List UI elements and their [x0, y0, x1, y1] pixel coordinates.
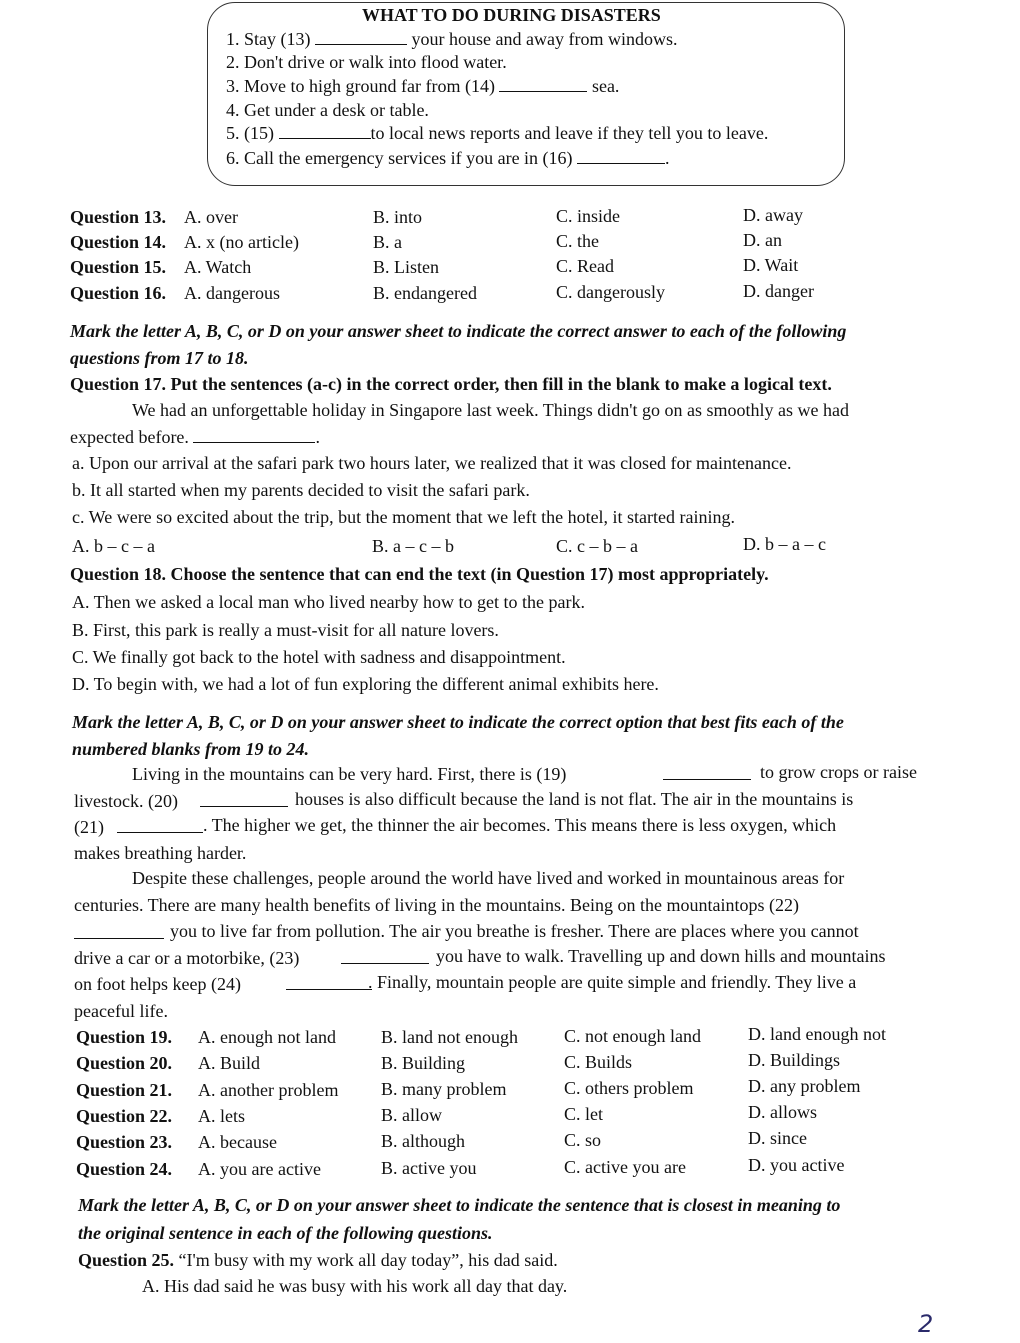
q22-option-c[interactable]: C. let	[564, 1104, 603, 1124]
q16-option-c[interactable]: C. dangerously	[556, 282, 665, 302]
box-item-3: 3. Move to high ground far from (14) sea.	[226, 76, 620, 96]
instruction-25-line2: the original sentence in each of the following questions.	[78, 1223, 493, 1243]
q17-option-a[interactable]: A. b – c – a	[72, 536, 155, 556]
q18-option-d[interactable]: D. To begin with, we had a lot of fun exploring the different animal exhibits here.	[72, 674, 659, 694]
q20-option-a[interactable]: A. Build	[198, 1053, 261, 1073]
q18-option-a[interactable]: A. Then we asked a local man who lived nearby how to get to the park.	[72, 592, 586, 612]
q17-title: Question 17. Put the sentences (a-c) in the correct order, then fill in the blank to make a logical text.	[70, 374, 832, 394]
blank-17	[193, 428, 315, 443]
q24-option-b[interactable]: B. active you	[381, 1158, 477, 1178]
q21-option-a[interactable]: A. another problem	[198, 1080, 339, 1100]
q22-option-a[interactable]: A. lets	[198, 1106, 245, 1126]
q17-intro-line1: We had an unforgettable holiday in Singapore last week. Things didn't go on as smoothly as we had	[132, 400, 849, 420]
q22-option-b[interactable]: B. allow	[381, 1105, 442, 1125]
q22-label: Question 22.	[76, 1106, 173, 1126]
q25-text: “I'm busy with my work all day today”, his dad said.	[174, 1250, 558, 1270]
q23-label: Question 23.	[76, 1132, 173, 1152]
q22-option-d[interactable]: D. allows	[748, 1102, 817, 1122]
box-item-5: 5. (15) to local news reports and leave if they tell you to leave.	[226, 123, 769, 143]
q23-option-a[interactable]: A. because	[198, 1132, 277, 1152]
q23-option-d[interactable]: D. since	[748, 1128, 807, 1148]
q15-label: Question 15.	[70, 257, 167, 277]
q23-option-c[interactable]: C. so	[564, 1130, 602, 1150]
q19-option-a[interactable]: A. enough not land	[198, 1027, 336, 1047]
blank-20	[200, 792, 288, 807]
blank-14	[499, 77, 587, 92]
q17-sentence-c: c. We were so excited about the trip, but the moment that we left the hotel, it started raining.	[72, 507, 736, 527]
passage-line9a: on foot helps keep (24)	[74, 974, 241, 994]
instruction-25-line1: Mark the letter A, B, C, or D on your answer sheet to indicate the sentence that is closest in meaning to	[78, 1195, 841, 1215]
blank-24	[286, 975, 372, 990]
q23-option-b[interactable]: B. although	[381, 1131, 465, 1151]
q18-title: Question 18. Choose the sentence that can end the text (in Question 17) most appropriately.	[70, 564, 769, 584]
q13-option-c[interactable]: C. inside	[556, 206, 621, 226]
instruction-19-24-line1: Mark the letter A, B, C, or D on your answer sheet to indicate the correct option that best fits each of the	[72, 712, 844, 732]
instruction-17-18-line1: Mark the letter A, B, C, or D on your answer sheet to indicate the correct answer to each of the following	[70, 321, 847, 341]
q19-option-c[interactable]: C. not enough land	[564, 1026, 701, 1046]
q20-option-d[interactable]: D. Buildings	[748, 1050, 841, 1070]
passage-line4: makes breathing harder.	[74, 843, 247, 863]
q24-option-a[interactable]: A. you are active	[198, 1159, 321, 1179]
q19-option-b[interactable]: B. land not enough	[381, 1027, 518, 1047]
q15-option-a[interactable]: A. Watch	[184, 257, 252, 277]
instruction-17-18-line2: questions from 17 to 18.	[70, 348, 249, 368]
q25-option-a[interactable]: A. His dad said he was busy with his work all day that day.	[142, 1276, 568, 1296]
q17-option-b[interactable]: B. a – c – b	[372, 536, 454, 556]
q20-label: Question 20.	[76, 1053, 173, 1073]
q17-sentence-b: b. It all started when my parents decided to visit the safari park.	[72, 480, 530, 500]
blank-15	[279, 124, 371, 139]
q17-option-d[interactable]: D. b – a – c	[743, 534, 826, 554]
q21-label: Question 21.	[76, 1080, 173, 1100]
passage-line3b: . The higher we get, the thinner the air becomes. This means there is less oxygen, which	[203, 815, 837, 835]
passage-line6: centuries. There are many health benefits of living in the mountains. Being on the mountaintops (22)	[74, 895, 799, 915]
passage-line8b: you have to walk. Travelling up and down hills and mountains	[436, 946, 886, 966]
passage-line1a: Living in the mountains can be very hard. First, there is (19)	[132, 764, 567, 784]
instruction-19-24-line2: numbered blanks from 19 to 24.	[72, 739, 310, 759]
q14-option-c[interactable]: C. the	[556, 231, 599, 251]
q13-option-d[interactable]: D. away	[743, 205, 803, 225]
q16-option-a[interactable]: A. dangerous	[184, 283, 280, 303]
q21-option-c[interactable]: C. others problem	[564, 1078, 694, 1098]
q16-option-d[interactable]: D. danger	[743, 281, 814, 301]
q16-label: Question 16.	[70, 283, 167, 303]
q15-option-d[interactable]: D. Wait	[743, 255, 799, 275]
q24-option-c[interactable]: C. active you are	[564, 1157, 686, 1177]
blank-19	[663, 765, 751, 780]
q19-label: Question 19.	[76, 1027, 173, 1047]
q13-label: Question 13.	[70, 207, 167, 227]
q14-option-d[interactable]: D. an	[743, 230, 782, 250]
page-number: 2	[918, 1310, 934, 1338]
q21-option-d[interactable]: D. any problem	[748, 1076, 861, 1096]
blank-21	[117, 818, 203, 833]
q20-option-c[interactable]: C. Builds	[564, 1052, 633, 1072]
passage-line8a: drive a car or a motorbike, (23)	[74, 948, 300, 968]
q25-label: Question 25.	[78, 1250, 175, 1270]
q16-option-b[interactable]: B. endangered	[373, 283, 477, 303]
box-item-6: 6. Call the emergency services if you are in (16) .	[226, 148, 670, 168]
q19-option-d[interactable]: D. land enough not	[748, 1024, 886, 1044]
passage-line1b: to grow crops or raise	[760, 762, 917, 782]
passage-line5: Despite these challenges, people around the world have lived and worked in mountainous areas for	[132, 868, 845, 888]
q17-intro-line2: expected before. .	[70, 427, 320, 447]
q21-option-b[interactable]: B. many problem	[381, 1079, 507, 1099]
q24-label: Question 24.	[76, 1159, 173, 1179]
blank-13	[315, 30, 407, 45]
q13-option-b[interactable]: B. into	[373, 207, 423, 227]
q14-option-b[interactable]: B. a	[373, 232, 402, 252]
box-title: WHAT TO DO DURING DISASTERS	[362, 5, 661, 25]
q25-question	[78, 1248, 558, 1272]
box-item-1: 1. Stay (13) your house and away from windows.	[226, 29, 678, 49]
q17-option-c[interactable]: C. c – b – a	[556, 536, 638, 556]
blank-22	[74, 924, 164, 939]
q24-option-d[interactable]: D. you active	[748, 1155, 845, 1175]
q20-option-b[interactable]: B. Building	[381, 1053, 466, 1073]
passage-line3a: (21)	[74, 817, 104, 837]
passage-line9b: . Finally, mountain people are quite simple and friendly. They live a	[368, 972, 857, 992]
passage-line2a: livestock. (20)	[74, 791, 178, 811]
q18-option-b[interactable]: B. First, this park is really a must-visit for all nature lovers.	[72, 620, 499, 640]
box-item-2: 2. Don't drive or walk into flood water.	[226, 52, 507, 72]
box-item-4: 4. Get under a desk or table.	[226, 100, 429, 120]
q15-option-b[interactable]: B. Listen	[373, 257, 439, 277]
passage-line2b: houses is also difficult because the land is not flat. The air in the mountains is	[295, 789, 854, 809]
q17-sentence-a: a. Upon our arrival at the safari park two hours later, we realized that it was closed for maintenance.	[72, 453, 792, 473]
q13-option-a[interactable]: A. over	[184, 207, 238, 227]
blank-23	[341, 949, 429, 964]
q18-option-c[interactable]: C. We finally got back to the hotel with sadness and disappointment.	[72, 647, 566, 667]
blank-16	[577, 149, 665, 164]
q14-label: Question 14.	[70, 232, 167, 252]
q14-option-a[interactable]: A. x (no article)	[184, 232, 299, 252]
q15-option-c[interactable]: C. Read	[556, 256, 614, 276]
passage-line7b: you to live far from pollution. The air you breathe is fresher. There are places where you cannot	[170, 921, 859, 941]
passage-line10: peaceful life.	[74, 1001, 168, 1021]
